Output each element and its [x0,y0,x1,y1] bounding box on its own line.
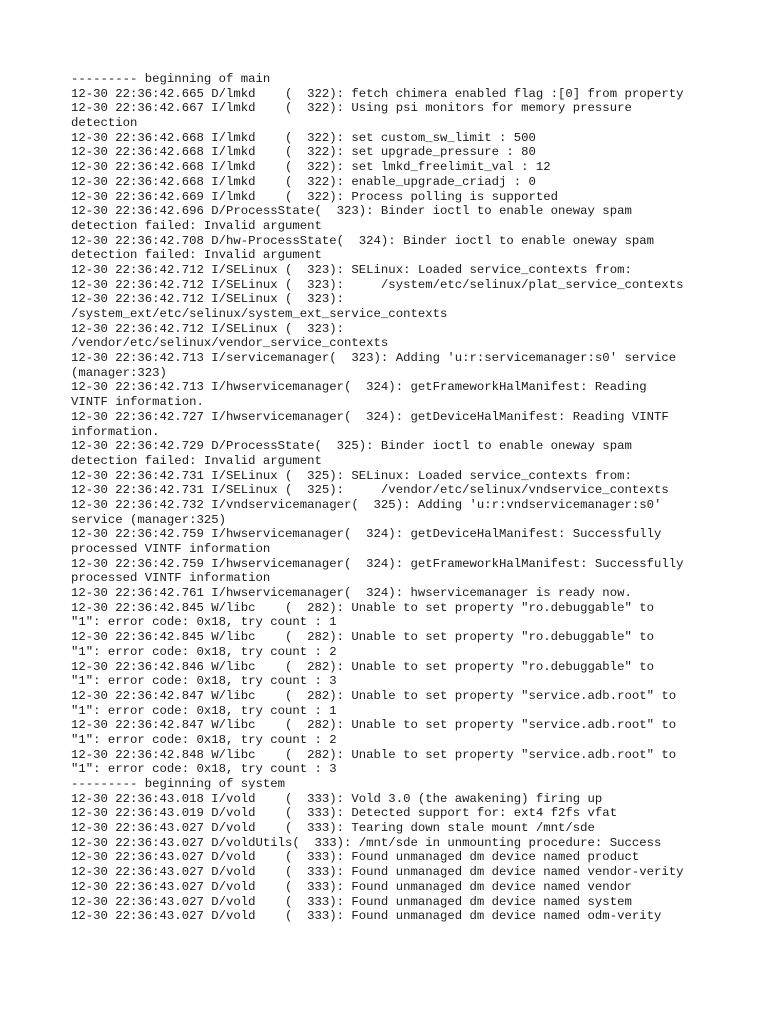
log-line: 12-30 22:36:42.759 I/hwservicemanager( 324): getDeviceHalManifest: Successfully [71,527,662,542]
log-line: 12-30 22:36:42.847 W/libc ( 282): Unable to set property "service.adb.root" to [71,718,677,733]
log-line: 12-30 22:36:42.727 I/hwservicemanager( 324): getDeviceHalManifest: Reading VINTF [71,409,669,424]
log-line: detection [71,116,138,131]
log-line: 12-30 22:36:42.668 I/lmkd ( 322): set custom_sw_limit : 500 [71,130,536,145]
log-line: 12-30 22:36:43.027 D/vold ( 333): Found unmanaged dm device named system [71,894,632,909]
log-line: 12-30 22:36:42.712 I/SELinux ( 323): [71,292,345,307]
log-line: "1": error code: 0x18, try count : 2 [71,644,337,659]
log-line: detection failed: Invalid argument [71,218,322,233]
log-line: 12-30 22:36:42.731 I/SELinux ( 325): /vendor/etc/selinux/vndservice_contexts [71,483,669,498]
log-line: 12-30 22:36:42.731 I/SELinux ( 325): SELinux: Loaded service_contexts from: [71,468,632,483]
log-line: /system_ext/etc/selinux/system_ext_service_contexts [71,307,448,321]
log-line: 12-30 22:36:43.027 D/vold ( 333): Found unmanaged dm device named vendor-verity [71,865,684,880]
log-line: information. [71,424,160,439]
log-line: 12-30 22:36:42.759 I/hwservicemanager( 324): getFrameworkHalManifest: Successfully [71,556,684,571]
log-line: 12-30 22:36:42.845 W/libc ( 282): Unable to set property "ro.debuggable" to [71,600,654,615]
log-line: 12-30 22:36:42.668 I/lmkd ( 322): set upgrade_pressure : 80 [71,145,536,160]
log-line: 12-30 22:36:42.708 D/hw-ProcessState( 324): Binder ioctl to enable oneway spam [71,233,654,248]
log-line: 12-30 22:36:42.846 W/libc ( 282): Unable to set property "ro.debuggable" to [71,659,654,674]
log-line: 12-30 22:36:42.668 I/lmkd ( 322): enable_upgrade_criadj : 0 [71,174,536,189]
log-line: VINTF information. [71,395,204,410]
log-line: processed VINTF information [71,571,271,586]
log-line: 12-30 22:36:42.712 I/SELinux ( 323): SELinux: Loaded service_contexts from: [71,262,632,277]
log-line: 12-30 22:36:42.712 I/SELinux ( 323): /system/etc/selinux/plat_service_contexts [71,277,684,292]
log-line: processed VINTF information [71,542,271,556]
log-line: "1": error code: 0x18, try count : 1 [71,703,337,718]
log-line: detection failed: Invalid argument [71,453,322,468]
log-line: 12-30 22:36:43.027 D/vold ( 333): Tearing down stale mount /mnt/sde [71,821,595,836]
log-line: 12-30 22:36:43.027 D/voldUtils( 333): /mnt/sde in unmounting procedure: Success [71,835,662,850]
log-line: --------- beginning of main [71,72,271,86]
log-line: 12-30 22:36:43.027 D/vold ( 333): Found unmanaged dm device named vendor [71,879,632,894]
log-line: 12-30 22:36:42.667 I/lmkd ( 322): Using psi monitors for memory pressure [71,101,632,116]
log-line: --------- beginning of system [71,777,286,791]
log-line: "1": error code: 0x18, try count : 3 [71,674,337,689]
log-line: 12-30 22:36:43.027 D/vold ( 333): Found unmanaged dm device named odm-verity [71,909,662,924]
log-line: 12-30 22:36:43.019 D/vold ( 333): Detected support for: ext4 f2fs vfat [71,806,618,821]
log-line: 12-30 22:36:42.847 W/libc ( 282): Unable to set property "service.adb.root" to [71,688,677,703]
log-line: detection failed: Invalid argument [71,248,322,263]
log-document [71,72,761,924]
log-line: 12-30 22:36:42.668 I/lmkd ( 322): set lmkd_freelimit_val : 12 [71,160,551,175]
log-line: "1": error code: 0x18, try count : 2 [71,732,337,747]
log-line: 12-30 22:36:43.018 I/vold ( 333): Vold 3.0 (the awakening) firing up [71,791,603,806]
log-line: service (manager:325) [71,512,226,527]
log-line: 12-30 22:36:42.713 I/servicemanager( 323): Adding 'u:r:servicemanager:s0' service [71,351,677,366]
log-line: 12-30 22:36:42.713 I/hwservicemanager( 324): getFrameworkHalManifest: Reading [71,380,647,395]
log-line: 12-30 22:36:42.665 D/lmkd ( 322): fetch chimera enabled flag :[0] from property [71,86,684,101]
log-line: 12-30 22:36:42.712 I/SELinux ( 323): [71,321,345,336]
log-line: 12-30 22:36:43.027 D/vold ( 333): Found unmanaged dm device named product [71,850,640,865]
log-line: "1": error code: 0x18, try count : 1 [71,615,337,630]
log-line: 12-30 22:36:42.729 D/ProcessState( 325): Binder ioctl to enable oneway spam [71,439,632,454]
log-line: /vendor/etc/selinux/vendor_service_contexts [71,336,389,351]
log-line: 12-30 22:36:42.732 I/vndservicemanager( 325): Adding 'u:r:vndservicemanager:s0' [71,497,662,512]
log-line: 12-30 22:36:42.845 W/libc ( 282): Unable to set property "ro.debuggable" to [71,630,654,645]
log-line: 12-30 22:36:42.761 I/hwservicemanager( 324): hwservicemanager is ready now. [71,586,632,601]
log-line: 12-30 22:36:42.669 I/lmkd ( 322): Process polling is supported [71,189,559,204]
log-line: (manager:323) [71,365,167,380]
log-line: 12-30 22:36:42.696 D/ProcessState( 323): Binder ioctl to enable oneway spam [71,204,632,219]
log-line: 12-30 22:36:42.848 W/libc ( 282): Unable to set property "service.adb.root" to [71,747,677,762]
log-line: "1": error code: 0x18, try count : 3 [71,762,337,777]
